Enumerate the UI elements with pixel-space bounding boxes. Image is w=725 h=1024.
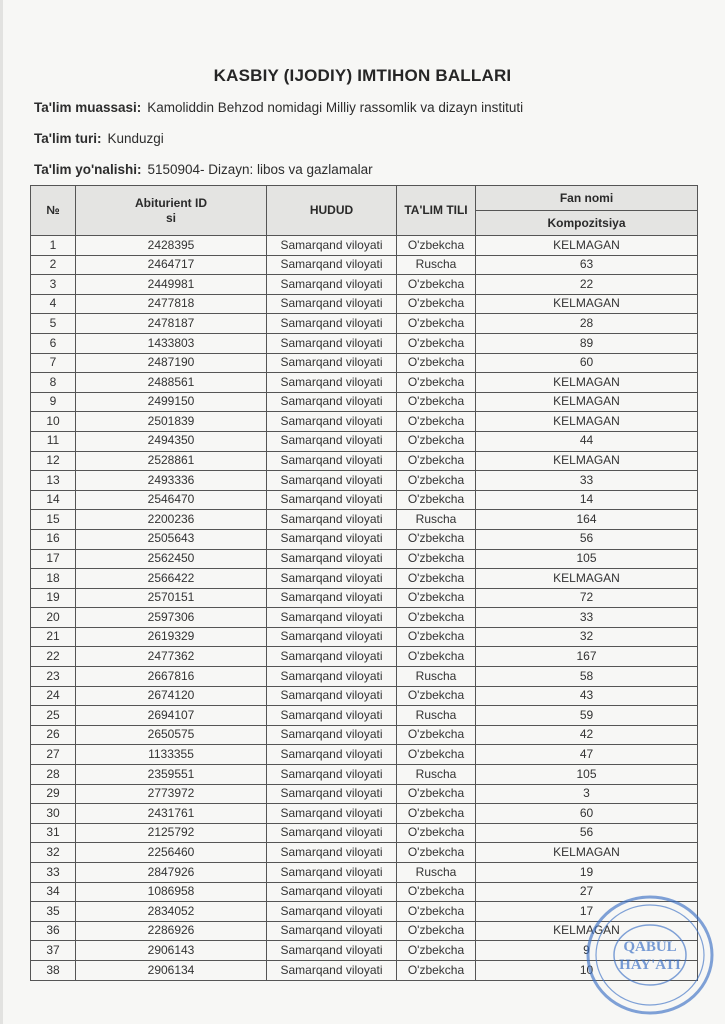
cell-score: 105 [476, 765, 698, 785]
cell-language: O'zbekcha [397, 588, 476, 608]
cell-id: 2906134 [76, 960, 267, 980]
cell-id: 2125792 [76, 823, 267, 843]
cell-region: Samarqand viloyati [267, 294, 397, 314]
cell-no: 32 [31, 843, 76, 863]
table-row [31, 510, 698, 530]
cell-region: Samarqand viloyati [267, 902, 397, 922]
table-row [31, 706, 698, 726]
table-row [31, 294, 698, 314]
cell-score: 3 [476, 784, 698, 804]
cell-score: 60 [476, 804, 698, 824]
cell-score: 28 [476, 314, 698, 334]
cell-no: 15 [31, 510, 76, 530]
cell-score: 22 [476, 275, 698, 295]
cell-id: 2773972 [76, 784, 267, 804]
cell-id: 2487190 [76, 353, 267, 373]
cell-id: 2597306 [76, 608, 267, 628]
cell-id: 2674120 [76, 686, 267, 706]
cell-no: 18 [31, 569, 76, 589]
header-id [76, 186, 267, 236]
table-row [31, 412, 698, 432]
cell-region: Samarqand viloyati [267, 627, 397, 647]
cell-no: 25 [31, 706, 76, 726]
cell-language: O'zbekcha [397, 549, 476, 569]
institution-line [34, 100, 523, 115]
cell-no: 27 [31, 745, 76, 765]
cell-language: O'zbekcha [397, 412, 476, 432]
cell-region: Samarqand viloyati [267, 647, 397, 667]
cell-score: 164 [476, 510, 698, 530]
cell-region: Samarqand viloyati [267, 314, 397, 334]
cell-score: KELMAGAN [476, 294, 698, 314]
cell-no: 29 [31, 784, 76, 804]
cell-region: Samarqand viloyati [267, 686, 397, 706]
cell-no: 2 [31, 255, 76, 275]
header-subject: Kompozitsiya [476, 211, 698, 236]
cell-score: 27 [476, 882, 698, 902]
cell-id: 2619329 [76, 627, 267, 647]
cell-no: 1 [31, 236, 76, 256]
cell-no: 37 [31, 941, 76, 961]
cell-region: Samarqand viloyati [267, 823, 397, 843]
cell-no: 34 [31, 882, 76, 902]
cell-language: O'zbekcha [397, 823, 476, 843]
institution-value: Kamoliddin Behzod nomidagi Milliy rassomlik va dizayn instituti [147, 100, 524, 115]
cell-id: 2528861 [76, 451, 267, 471]
direction-value: 5150904- Dizayn: libos va gazlamalar [147, 162, 373, 177]
cell-no: 8 [31, 373, 76, 393]
cell-language: O'zbekcha [397, 843, 476, 863]
cell-score: 10 [476, 960, 698, 980]
table-row [31, 549, 698, 569]
stamp-text-bottom: HAY'ATI [619, 957, 681, 973]
cell-no: 4 [31, 294, 76, 314]
cell-score: 17 [476, 902, 698, 922]
table-row [31, 275, 698, 295]
cell-score: 43 [476, 686, 698, 706]
cell-language: O'zbekcha [397, 471, 476, 491]
table-row [31, 686, 698, 706]
cell-no: 23 [31, 667, 76, 687]
cell-score: 56 [476, 823, 698, 843]
table-header [31, 186, 698, 236]
cell-id: 2694107 [76, 706, 267, 726]
cell-region: Samarqand viloyati [267, 569, 397, 589]
cell-score: 63 [476, 255, 698, 275]
study-form-label: Ta'lim turi: [34, 131, 102, 146]
cell-no: 38 [31, 960, 76, 980]
header-region: HUDUD [267, 186, 397, 236]
cell-language: O'zbekcha [397, 882, 476, 902]
cell-language: Ruscha [397, 510, 476, 530]
table-row [31, 823, 698, 843]
cell-region: Samarqand viloyati [267, 588, 397, 608]
cell-score: 56 [476, 529, 698, 549]
cell-id: 2505643 [76, 529, 267, 549]
direction-line [34, 162, 373, 177]
cell-no: 22 [31, 647, 76, 667]
cell-id: 2359551 [76, 765, 267, 785]
table-row [31, 392, 698, 412]
cell-id: 1133355 [76, 745, 267, 765]
table-row [31, 373, 698, 393]
cell-language: Ruscha [397, 863, 476, 883]
cell-id: 2667816 [76, 667, 267, 687]
cell-id: 2464717 [76, 255, 267, 275]
table-row [31, 236, 698, 256]
cell-score: 167 [476, 647, 698, 667]
stamp-text-top: QABUL [623, 939, 677, 955]
cell-region: Samarqand viloyati [267, 412, 397, 432]
cell-score: 32 [476, 627, 698, 647]
page-edge [0, 0, 3, 1024]
cell-language: O'zbekcha [397, 745, 476, 765]
cell-region: Samarqand viloyati [267, 784, 397, 804]
table-row [31, 745, 698, 765]
cell-no: 26 [31, 725, 76, 745]
cell-id: 2494350 [76, 431, 267, 451]
cell-region: Samarqand viloyati [267, 431, 397, 451]
header-id-text: Abiturient ID si [135, 195, 207, 225]
cell-language: O'zbekcha [397, 902, 476, 922]
cell-id: 2562450 [76, 549, 267, 569]
cell-score: KELMAGAN [476, 921, 698, 941]
cell-region: Samarqand viloyati [267, 765, 397, 785]
cell-language: O'zbekcha [397, 333, 476, 353]
cell-region: Samarqand viloyati [267, 608, 397, 628]
cell-id: 2449981 [76, 275, 267, 295]
cell-language: O'zbekcha [397, 529, 476, 549]
cell-id: 1086958 [76, 882, 267, 902]
table-row [31, 314, 698, 334]
cell-score: KELMAGAN [476, 392, 698, 412]
cell-id: 2477818 [76, 294, 267, 314]
cell-no: 17 [31, 549, 76, 569]
table-row [31, 471, 698, 491]
cell-language: O'zbekcha [397, 314, 476, 334]
cell-id: 2499150 [76, 392, 267, 412]
cell-language: O'zbekcha [397, 294, 476, 314]
cell-language: Ruscha [397, 765, 476, 785]
cell-region: Samarqand viloyati [267, 275, 397, 295]
table-row [31, 255, 698, 275]
cell-language: O'zbekcha [397, 353, 476, 373]
cell-score: 58 [476, 667, 698, 687]
cell-score: KELMAGAN [476, 451, 698, 471]
cell-id: 2477362 [76, 647, 267, 667]
direction-label: Ta'lim yo'nalishi: [34, 162, 142, 177]
cell-no: 5 [31, 314, 76, 334]
cell-id: 2493336 [76, 471, 267, 491]
cell-region: Samarqand viloyati [267, 255, 397, 275]
cell-score: 105 [476, 549, 698, 569]
cell-no: 3 [31, 275, 76, 295]
admission-stamp [578, 893, 718, 1017]
cell-language: O'zbekcha [397, 627, 476, 647]
cell-score: 44 [476, 431, 698, 451]
cell-id: 2546470 [76, 490, 267, 510]
cell-language: Ruscha [397, 255, 476, 275]
cell-no: 35 [31, 902, 76, 922]
cell-no: 31 [31, 823, 76, 843]
cell-no: 14 [31, 490, 76, 510]
institution-label: Ta'lim muassasi: [34, 100, 142, 115]
table-row [31, 569, 698, 589]
table-row [31, 353, 698, 373]
cell-id: 2286926 [76, 921, 267, 941]
cell-language: O'zbekcha [397, 941, 476, 961]
cell-region: Samarqand viloyati [267, 510, 397, 530]
cell-id: 2847926 [76, 863, 267, 883]
cell-score: KELMAGAN [476, 236, 698, 256]
scores-table [30, 185, 698, 981]
table-row [31, 490, 698, 510]
cell-no: 24 [31, 686, 76, 706]
cell-score: 33 [476, 608, 698, 628]
cell-no: 16 [31, 529, 76, 549]
table-row [31, 804, 698, 824]
cell-id: 2200236 [76, 510, 267, 530]
cell-no: 13 [31, 471, 76, 491]
cell-region: Samarqand viloyati [267, 451, 397, 471]
cell-score: KELMAGAN [476, 843, 698, 863]
cell-language: O'zbekcha [397, 490, 476, 510]
cell-score: 19 [476, 863, 698, 883]
cell-language: O'zbekcha [397, 784, 476, 804]
cell-score: 60 [476, 353, 698, 373]
cell-id: 2428395 [76, 236, 267, 256]
study-form-value: Kunduzgi [107, 131, 164, 146]
cell-no: 33 [31, 863, 76, 883]
table-row [31, 608, 698, 628]
cell-language: O'zbekcha [397, 960, 476, 980]
cell-no: 30 [31, 804, 76, 824]
cell-language: O'zbekcha [397, 431, 476, 451]
cell-language: Ruscha [397, 667, 476, 687]
cell-region: Samarqand viloyati [267, 843, 397, 863]
cell-score: 33 [476, 471, 698, 491]
cell-id: 2488561 [76, 373, 267, 393]
cell-region: Samarqand viloyati [267, 725, 397, 745]
cell-region: Samarqand viloyati [267, 706, 397, 726]
cell-id: 2906143 [76, 941, 267, 961]
cell-region: Samarqand viloyati [267, 333, 397, 353]
table-row [31, 667, 698, 687]
cell-language: O'zbekcha [397, 451, 476, 471]
cell-no: 19 [31, 588, 76, 608]
cell-language: O'zbekcha [397, 804, 476, 824]
cell-no: 28 [31, 765, 76, 785]
cell-score: 42 [476, 725, 698, 745]
cell-id: 2834052 [76, 902, 267, 922]
cell-region: Samarqand viloyati [267, 804, 397, 824]
table-row [31, 784, 698, 804]
study-form-line [34, 131, 164, 146]
cell-region: Samarqand viloyati [267, 490, 397, 510]
cell-language: O'zbekcha [397, 236, 476, 256]
cell-id: 2501839 [76, 412, 267, 432]
cell-region: Samarqand viloyati [267, 960, 397, 980]
cell-region: Samarqand viloyati [267, 392, 397, 412]
cell-region: Samarqand viloyati [267, 471, 397, 491]
cell-language: O'zbekcha [397, 569, 476, 589]
cell-region: Samarqand viloyati [267, 529, 397, 549]
cell-id: 1433803 [76, 333, 267, 353]
cell-language: Ruscha [397, 706, 476, 726]
table-row [31, 333, 698, 353]
table-row [31, 588, 698, 608]
cell-score: KELMAGAN [476, 569, 698, 589]
cell-no: 9 [31, 392, 76, 412]
cell-id: 2566422 [76, 569, 267, 589]
cell-language: O'zbekcha [397, 921, 476, 941]
cell-id: 2570151 [76, 588, 267, 608]
cell-score: 9 [476, 941, 698, 961]
cell-id: 2256460 [76, 843, 267, 863]
cell-id: 2478187 [76, 314, 267, 334]
cell-language: O'zbekcha [397, 373, 476, 393]
cell-no: 12 [31, 451, 76, 471]
table-row [31, 529, 698, 549]
cell-score: 72 [476, 588, 698, 608]
cell-no: 36 [31, 921, 76, 941]
cell-language: O'zbekcha [397, 392, 476, 412]
table-row [31, 647, 698, 667]
cell-region: Samarqand viloyati [267, 921, 397, 941]
cell-score: 14 [476, 490, 698, 510]
cell-language: O'zbekcha [397, 686, 476, 706]
table-row [31, 863, 698, 883]
cell-score: 47 [476, 745, 698, 765]
cell-region: Samarqand viloyati [267, 549, 397, 569]
cell-score: 59 [476, 706, 698, 726]
table-row [31, 765, 698, 785]
cell-no: 6 [31, 333, 76, 353]
cell-region: Samarqand viloyati [267, 863, 397, 883]
cell-id: 2650575 [76, 725, 267, 745]
cell-language: O'zbekcha [397, 647, 476, 667]
cell-id: 2431761 [76, 804, 267, 824]
cell-score: KELMAGAN [476, 373, 698, 393]
cell-no: 20 [31, 608, 76, 628]
cell-no: 11 [31, 431, 76, 451]
table-body [31, 236, 698, 981]
cell-no: 21 [31, 627, 76, 647]
table-row [31, 627, 698, 647]
cell-no: 10 [31, 412, 76, 432]
cell-language: O'zbekcha [397, 275, 476, 295]
cell-region: Samarqand viloyati [267, 882, 397, 902]
header-language: TA'LIM TILI [397, 186, 476, 236]
table-row [31, 431, 698, 451]
table-row [31, 843, 698, 863]
cell-language: O'zbekcha [397, 608, 476, 628]
document-title: KASBIY (IJODIY) IMTIHON BALLARI [213, 66, 512, 85]
header-subject-group: Fan nomi [476, 186, 698, 211]
table-row [31, 451, 698, 471]
cell-region: Samarqand viloyati [267, 667, 397, 687]
cell-score: 89 [476, 333, 698, 353]
cell-score: KELMAGAN [476, 412, 698, 432]
cell-no: 7 [31, 353, 76, 373]
cell-region: Samarqand viloyati [267, 236, 397, 256]
header-no: № [31, 186, 76, 236]
cell-language: O'zbekcha [397, 725, 476, 745]
cell-region: Samarqand viloyati [267, 941, 397, 961]
cell-region: Samarqand viloyati [267, 353, 397, 373]
cell-region: Samarqand viloyati [267, 373, 397, 393]
cell-region: Samarqand viloyati [267, 745, 397, 765]
table-row [31, 725, 698, 745]
